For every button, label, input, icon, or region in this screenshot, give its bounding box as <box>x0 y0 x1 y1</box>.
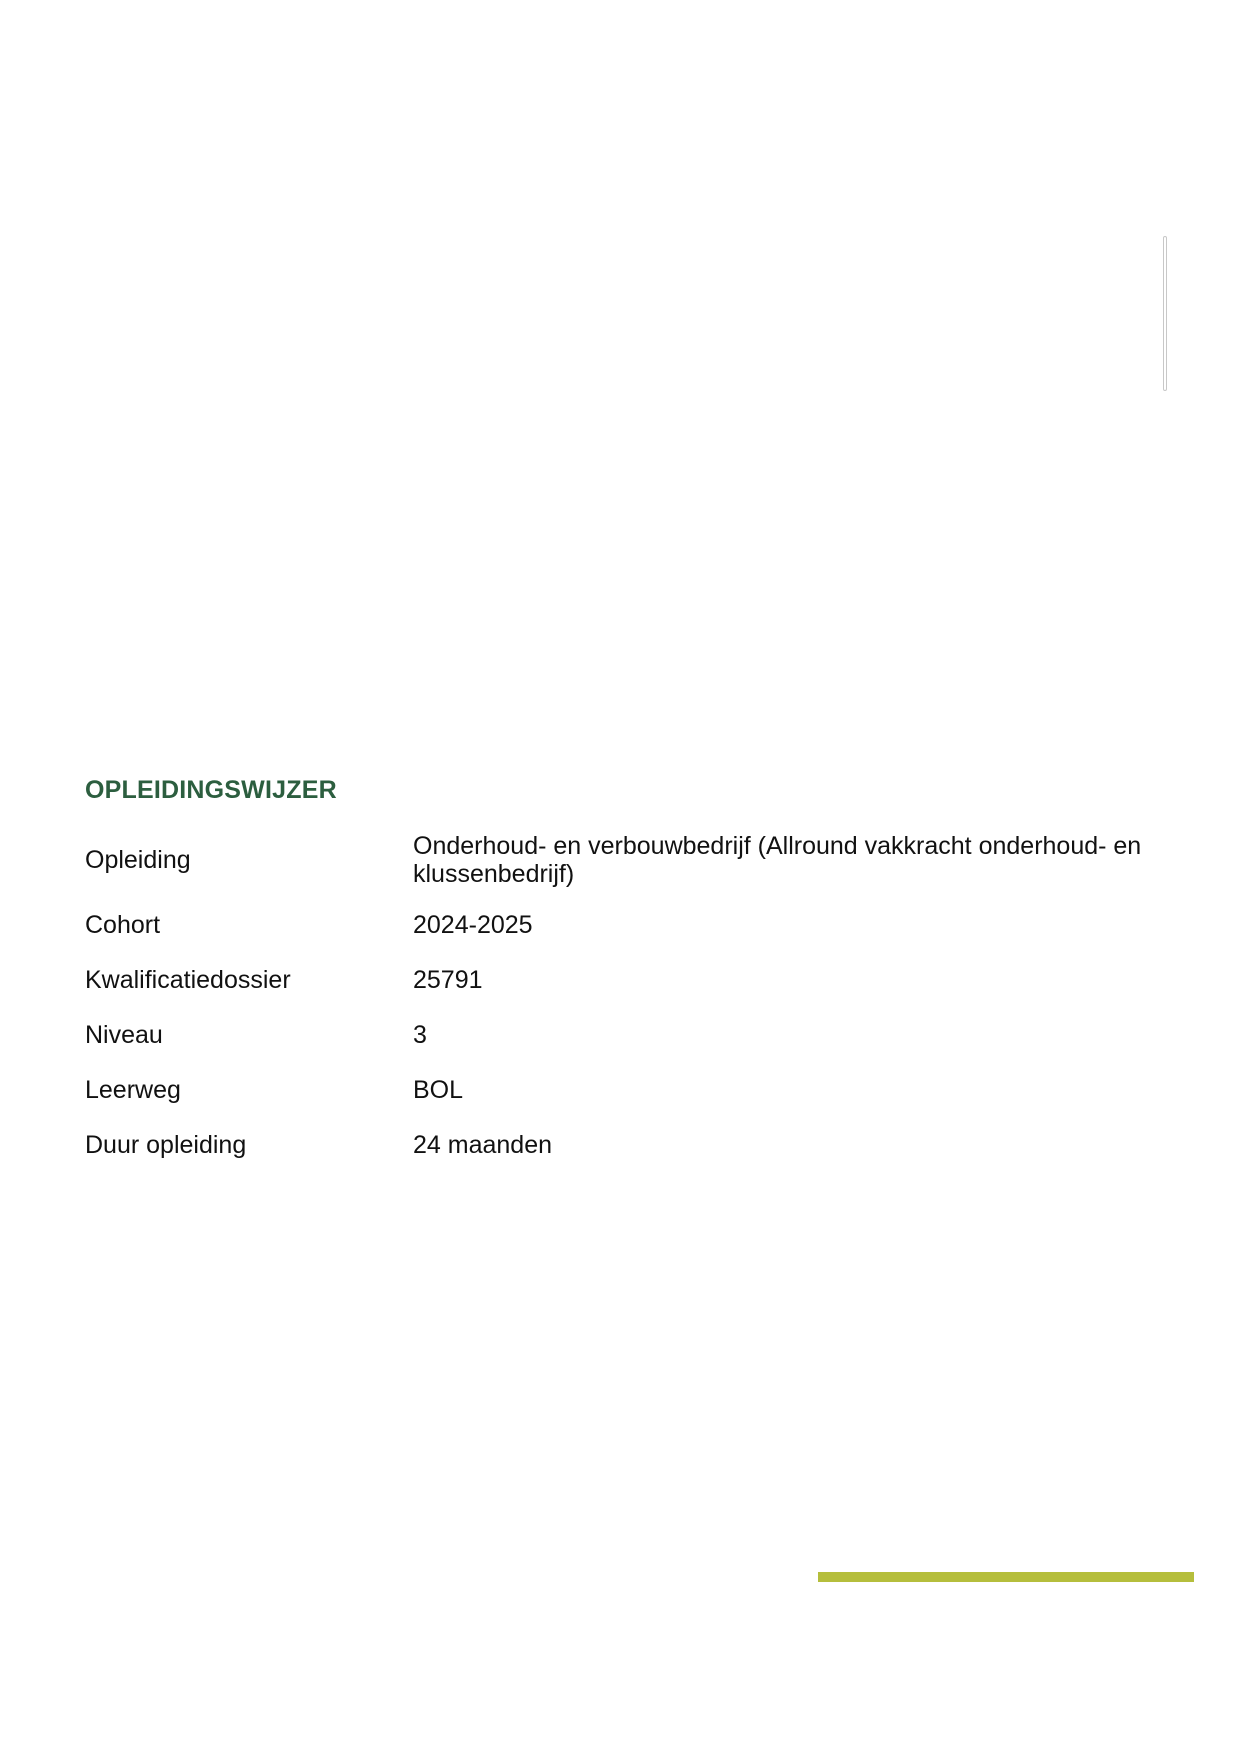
info-value: Onderhoud- en verbouwbedrijf (Allround vakkracht onderhoud- en klussenbedrijf) <box>413 832 1142 888</box>
info-value: 24 maanden <box>413 1130 553 1159</box>
info-label: Kwalificatiedossier <box>85 965 291 994</box>
scrollbar[interactable] <box>1163 236 1167 391</box>
info-value: BOL <box>413 1075 464 1104</box>
info-value: 2024-2025 <box>413 910 533 939</box>
accent-bar <box>818 1572 1194 1582</box>
info-label: Leerweg <box>85 1075 181 1104</box>
info-row-duur-opleiding <box>85 1117 1165 1172</box>
info-label: Niveau <box>85 1020 163 1049</box>
info-row-kwalificatiedossier <box>85 952 1165 1007</box>
info-value: 3 <box>413 1020 427 1049</box>
info-label: Duur opleiding <box>85 1130 247 1159</box>
info-value: 25791 <box>413 965 483 994</box>
info-table <box>85 830 1165 1172</box>
info-row-opleiding <box>85 830 1165 890</box>
info-label: Opleiding <box>85 846 191 874</box>
info-label: Cohort <box>85 910 161 939</box>
info-row-cohort <box>85 897 1165 952</box>
info-row-niveau <box>85 1007 1165 1062</box>
info-row-leerweg <box>85 1062 1165 1117</box>
document-title: OPLEIDINGSWIJZER <box>85 776 337 804</box>
